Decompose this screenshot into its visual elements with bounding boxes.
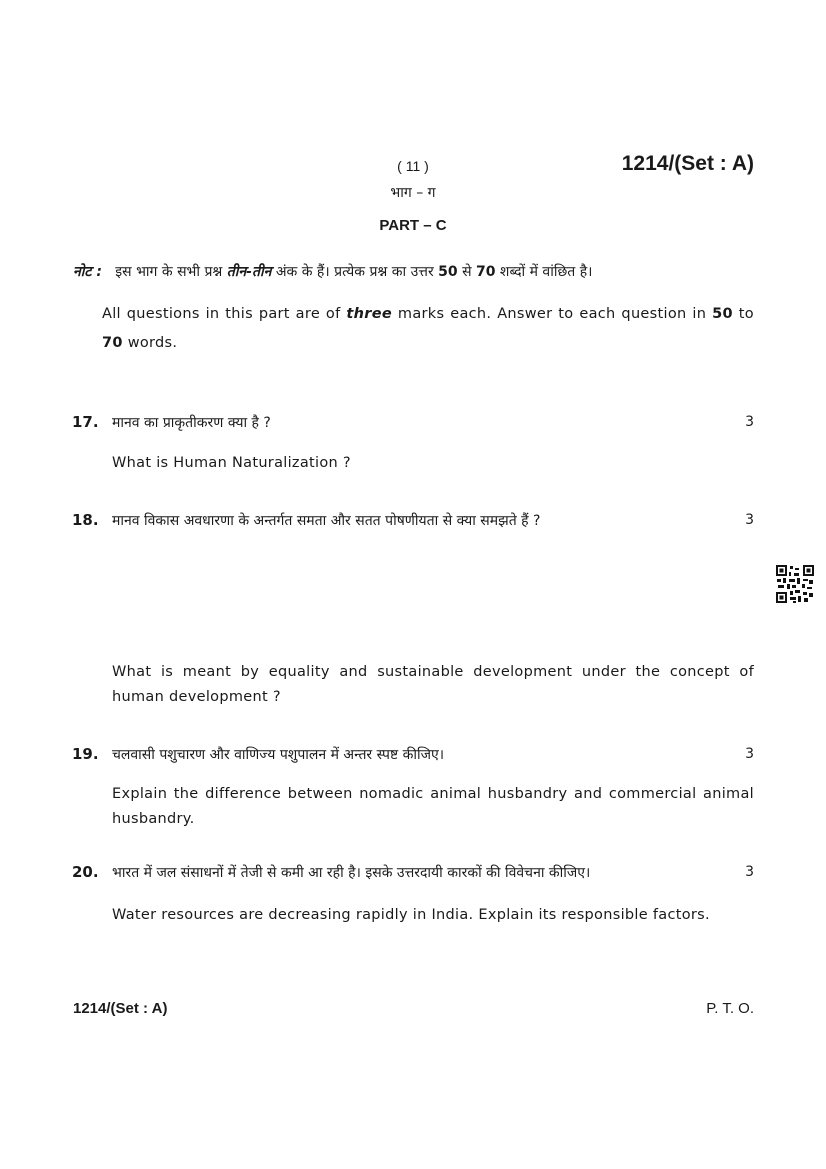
question-english: Water resources are decreasing rapidly in India. Explain its responsible factors.: [112, 907, 710, 923]
note-english-number: 50: [712, 306, 733, 322]
question-english: What is meant by equality and sustainable development under the concept of human development ?: [112, 664, 754, 705]
note-english-text: to: [738, 306, 754, 322]
note-hindi-text: से: [462, 264, 472, 280]
question-hindi: मानव का प्राकृतीकरण क्या है ?: [112, 415, 271, 431]
question-hindi: भारत में जल संसाधनों में तेजी से कमी आ रही है। इसके उत्तरदायी कारकों की विवेचना कीजिए।: [112, 865, 591, 881]
note-english-number: 70: [102, 335, 123, 351]
question-marks: 3: [745, 414, 754, 430]
question-number: 18.: [72, 511, 99, 529]
question-english: Explain the difference between nomadic animal husbandry and commercial animal husbandry.: [112, 786, 754, 827]
footer-set-code: 1214/(Set : A): [73, 1000, 168, 1017]
note-hindi-text: शब्दों में वांछित है।: [499, 264, 593, 280]
question-english: What is Human Naturalization ?: [112, 455, 351, 471]
question-marks: 3: [745, 864, 754, 880]
note-hindi-number: 50: [438, 264, 458, 280]
note-label: नोट :: [73, 264, 102, 280]
note-english-text: marks each. Answer to each question in: [397, 306, 707, 322]
footer-pto: P. T. O.: [706, 1000, 754, 1017]
question-number: 20.: [72, 863, 99, 881]
part-title-english: PART – C: [379, 217, 447, 234]
part-title-hindi: भाग – ग: [390, 185, 436, 201]
page-number: ( 11 ): [397, 158, 429, 174]
note-hindi-emphasis: तीन-तीन: [226, 264, 272, 280]
question-number: 19.: [72, 745, 99, 763]
note-english-text: words.: [127, 335, 178, 351]
question-hindi: चलवासी पशुचारण और वाणिज्य पशुपालन में अन्तर स्पष्ट कीजिए।: [112, 747, 445, 763]
note-hindi: [73, 262, 592, 281]
question-number: 17.: [72, 413, 99, 431]
question-marks: 3: [745, 512, 754, 528]
question-marks: 3: [745, 746, 754, 762]
note-hindi-text: इस भाग के सभी प्रश्न: [115, 264, 223, 280]
set-code-header: 1214/(Set : A): [621, 152, 754, 175]
question-hindi: मानव विकास अवधारणा के अन्तर्गत समता और सतत पोषणीयता से क्या समझते हैं ?: [112, 513, 541, 529]
note-english-text: All questions in this part are of: [102, 306, 341, 322]
note-hindi-text: अंक के हैं। प्रत्येक प्रश्न का उत्तर: [275, 264, 434, 280]
qr-code-icon: [776, 565, 814, 603]
note-english-emphasis: three: [346, 306, 392, 322]
note-english: [102, 300, 754, 358]
note-hindi-number: 70: [475, 264, 496, 280]
